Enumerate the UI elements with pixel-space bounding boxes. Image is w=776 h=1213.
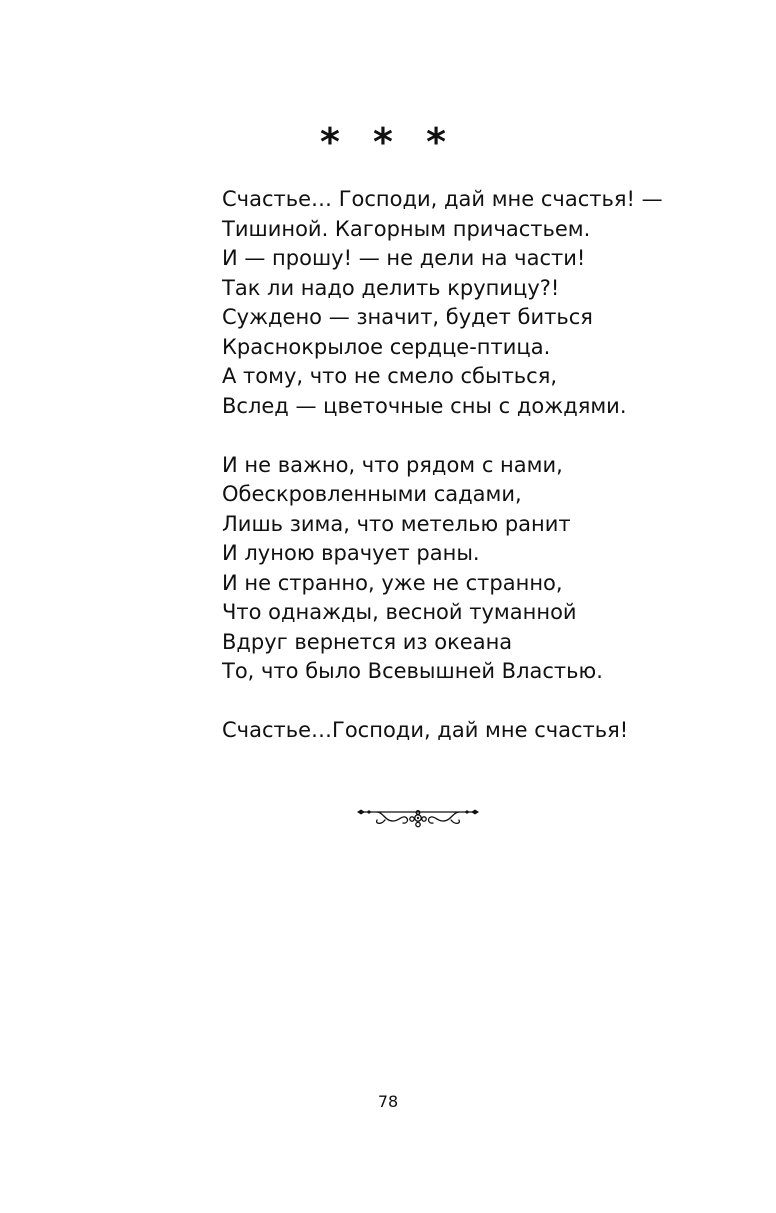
poem-line: И не важно, что рядом с нами, xyxy=(222,452,563,477)
floral-divider-icon xyxy=(355,805,481,831)
poem-line: Суждено — значит, будет биться xyxy=(222,305,593,329)
poem-line: То, что было Всевышней Властью. xyxy=(222,659,603,683)
poem-line: Так ли надо делить крупицу?! xyxy=(222,275,560,300)
poem-line: И — прошу! — не дели на части! xyxy=(222,246,586,270)
stanza xyxy=(222,716,663,746)
poem-line: Лишь зима, что метелью ранит xyxy=(222,511,571,536)
page-number: 78 xyxy=(377,1092,399,1111)
stanza xyxy=(222,451,663,687)
poem-line: Тишиной. Кагорным причастьем. xyxy=(222,216,591,241)
poem-line: Счастье…Господи, дай мне счастья! xyxy=(222,718,629,742)
poem-line: Счастье… Господи, дай мне счастья! — xyxy=(222,187,663,211)
poem xyxy=(222,185,663,746)
poem-line: Что однажды, весной туманной xyxy=(222,600,577,624)
poem-line: И луною врачует раны. xyxy=(222,541,480,565)
poem-line: Вслед — цветочные сны с дождями. xyxy=(222,393,627,418)
stanza xyxy=(222,185,663,421)
poem-line: Обескровленными садами, xyxy=(222,482,522,506)
poem-line: И не странно, уже не странно, xyxy=(222,570,563,595)
poem-line: Краснокрылое сердце-птица. xyxy=(222,334,551,359)
section-separator: * * * xyxy=(319,120,457,164)
poem-line: Вдруг вернется из океана xyxy=(222,629,513,654)
poem-line: А тому, что не смело сбыться, xyxy=(222,364,558,388)
